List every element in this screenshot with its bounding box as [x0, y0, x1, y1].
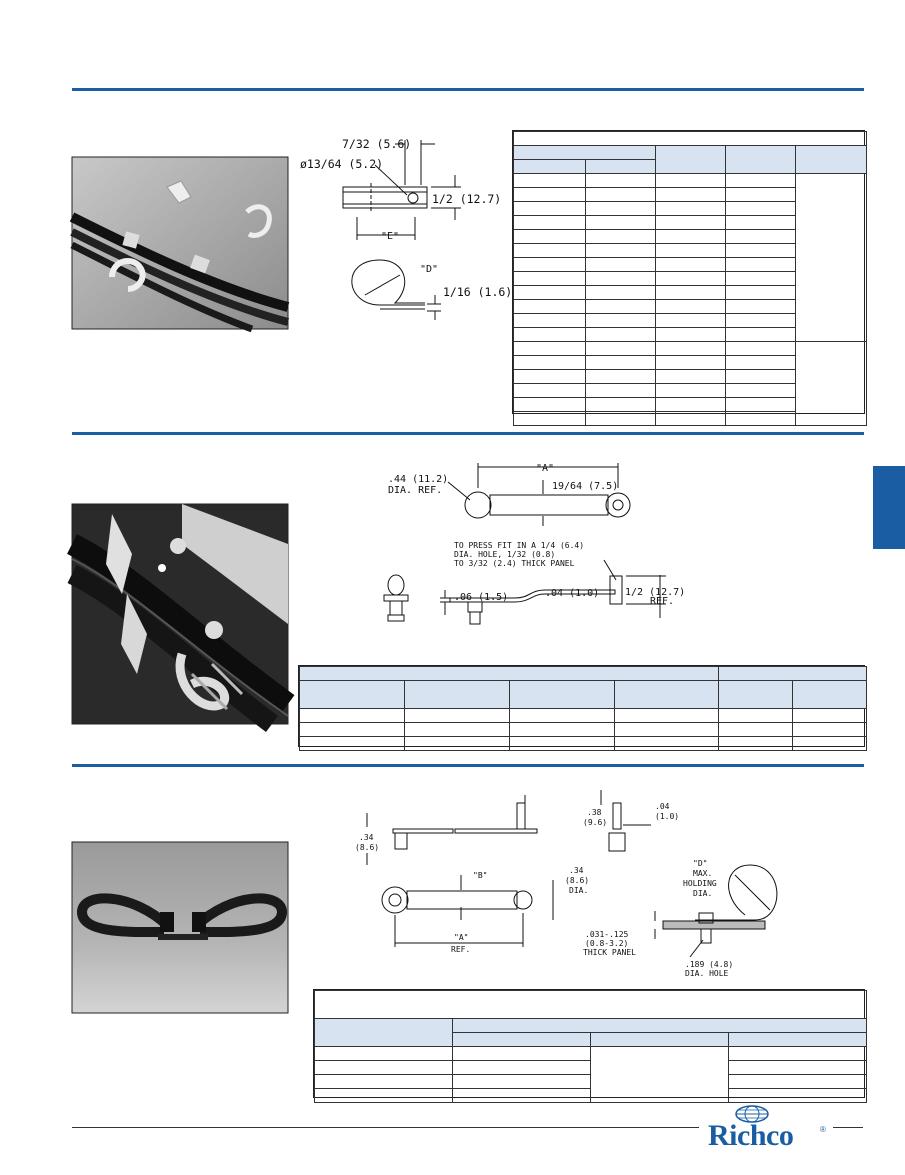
spec-table-1	[512, 130, 865, 414]
clamp-dimension-drawing	[295, 135, 513, 335]
table-row	[514, 398, 586, 412]
push-mount-dimension-drawing	[360, 460, 720, 635]
dim-height-2: .38	[587, 808, 602, 817]
table-row	[514, 230, 586, 244]
dim-d-label: "D"	[420, 264, 439, 275]
table-row	[514, 174, 586, 188]
dim-height-1-mm: (8.6)	[355, 843, 380, 852]
table-row	[514, 314, 586, 328]
dim-length-a: "A"	[536, 463, 555, 474]
product-photo-cable-clamps	[72, 157, 288, 329]
table-row	[514, 272, 586, 286]
footer-rule-right	[833, 1127, 863, 1128]
dim-d-max: MAX.	[693, 869, 713, 878]
dim-d-label: "D"	[693, 859, 708, 868]
dim-e-label: "E"	[381, 231, 400, 242]
section-divider-3	[72, 764, 864, 767]
dim-d-holding: HOLDING	[683, 879, 717, 888]
section-side-tab	[873, 466, 905, 549]
footer-rule	[72, 1127, 699, 1128]
dim-a-ref: REF.	[451, 945, 471, 954]
spec-table-2	[298, 665, 865, 747]
table-row	[300, 709, 405, 723]
table-row	[514, 328, 586, 342]
logo-wordmark: Richco	[708, 1119, 794, 1152]
table-row	[300, 723, 405, 737]
dim-thickness: 1/16 (1.6)	[443, 285, 513, 299]
dim-hole-diameter: ø13/64 (5.2)	[300, 157, 384, 171]
dim-thickness-1: .06 (1.5)	[454, 592, 509, 603]
dim-hole-offset: 7/32 (5.6)	[342, 137, 412, 151]
section-divider-2	[72, 432, 864, 435]
dim-hole-size: .189 (4.8)	[685, 960, 734, 969]
table-row	[300, 737, 405, 751]
table-row	[514, 384, 586, 398]
table-row	[315, 1061, 453, 1075]
table-row	[514, 202, 586, 216]
table-row	[514, 412, 586, 426]
dim-height-1: .34	[359, 833, 374, 842]
product-photo-push-mount-clamps	[72, 504, 288, 724]
dim-panel-range-mm: (0.8-3.2)	[585, 939, 629, 948]
dim-height: 1/2 (12.7)	[625, 587, 686, 598]
table-row	[514, 258, 586, 272]
table-row	[514, 244, 586, 258]
dim-thickness-mm: (1.0)	[655, 812, 680, 821]
table-row	[514, 188, 586, 202]
dim-diameter-label: DIA.	[569, 886, 589, 895]
table-row	[315, 1047, 453, 1061]
table-row	[514, 216, 586, 230]
dim-thickness-2: .04 (1.0)	[545, 588, 600, 599]
table-row	[514, 286, 586, 300]
table-row	[514, 370, 586, 384]
dim-width: 19/64 (7.5)	[552, 481, 619, 492]
dim-diameter-mm: (8.6)	[565, 876, 590, 885]
dim-diameter: .34	[569, 866, 584, 875]
dim-dia-ref-label: DIA. REF.	[388, 485, 443, 496]
dim-panel-range: .031-.125	[585, 930, 629, 939]
registered-mark: ®	[820, 1125, 826, 1134]
dim-height-2-mm: (9.6)	[583, 818, 608, 827]
press-fit-note-line1: TO PRESS FIT IN A 1/4 (6.4)	[454, 541, 585, 550]
table-row	[514, 342, 586, 356]
dim-a-label: "A"	[454, 933, 469, 942]
table1-title-row	[514, 132, 867, 146]
press-fit-note-line3: TO 3/32 (2.4) THICK PANEL	[454, 559, 575, 568]
dim-b-label: "B"	[473, 871, 488, 880]
product-photo-loop-clamps	[72, 842, 288, 1013]
section-divider-top	[72, 88, 864, 91]
push-rivet-side-view	[384, 575, 408, 621]
dim-panel-label: THICK PANEL	[583, 948, 636, 957]
dim-d-dia: DIA.	[693, 889, 713, 898]
table-row	[514, 356, 586, 370]
table-row	[315, 1089, 453, 1103]
dim-thickness: .04	[655, 802, 670, 811]
dim-dia-ref: .44 (11.2)	[388, 474, 449, 485]
table-row	[514, 300, 586, 314]
loop-clamp-dimension-drawing	[355, 785, 785, 985]
dim-height-ref: REF.	[650, 596, 675, 607]
richco-logo	[706, 1107, 826, 1157]
dim-hole-label: DIA. HOLE	[685, 969, 729, 978]
spec-table-3	[313, 989, 865, 1098]
dim-width: 1/2 (12.7)	[432, 192, 502, 206]
table-row	[315, 1075, 453, 1089]
press-fit-note-line2: DIA. HOLE, 1/32 (0.8)	[454, 550, 556, 559]
table3-title-row	[315, 991, 867, 1019]
